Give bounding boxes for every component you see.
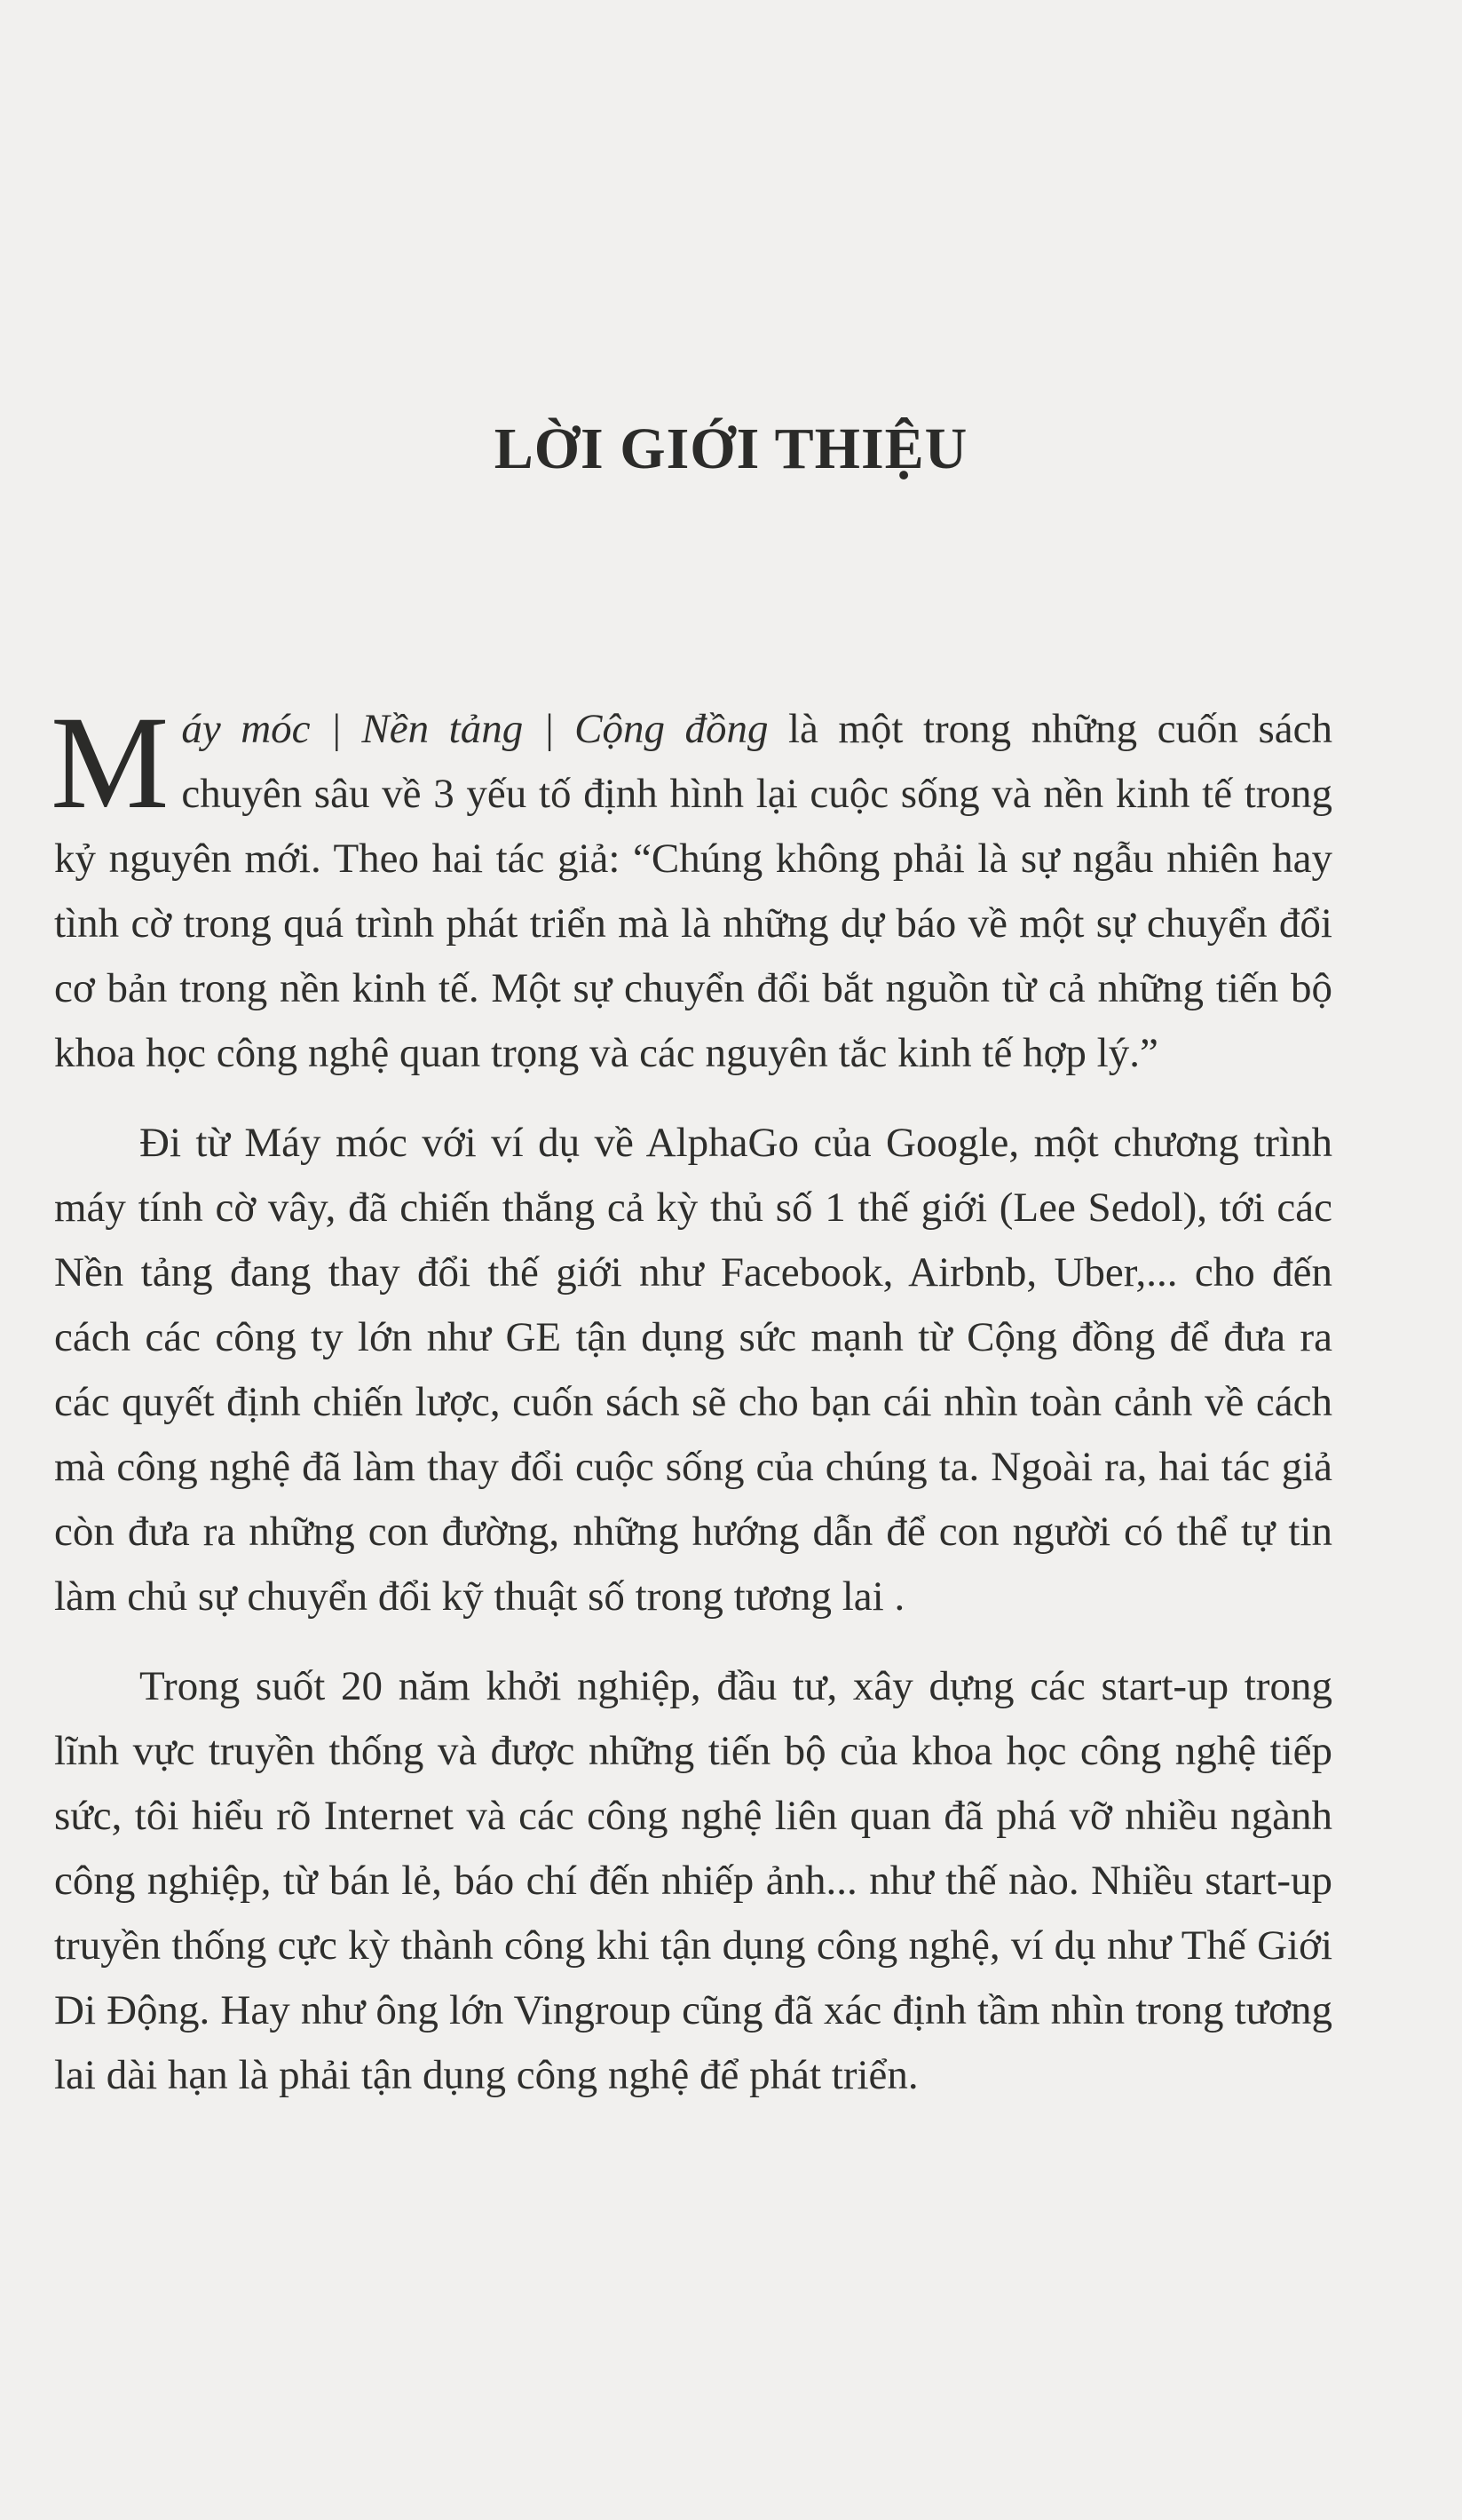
- drop-cap: M: [51, 689, 170, 836]
- paragraph-1: [51, 689, 1333, 1086]
- paragraph-1-text: là một trong những cuốn sách chuyên sâu về 3 yếu tố định hình lại cuộc sống và nền kinh tế trong kỷ nguyên mới. Theo hai tác giả: “Chúng không phải là sự ngẫu nhiên hay tình cờ trong quá trình phát triển mà là những dự báo về một sự chuyển đổi cơ bản trong nền kinh tế. Một sự chuyển đổi bắt nguồn từ cả những tiến bộ khoa học công nghệ quan trọng và các nguyên tắc kinh tế hợp lý.”: [54, 706, 1333, 1076]
- chapter-title: LỜI GIỚI THIỆU: [494, 416, 968, 481]
- book-title-italic: áy móc | Nền tảng | Cộng đồng: [181, 706, 769, 752]
- body-text: [51, 689, 1333, 2133]
- paragraph-3: Trong suốt 20 năm khởi nghiệp, đầu tư, xây dựng các start-up trong lĩnh vực truyền thống và được những tiến bộ của khoa học công nghệ tiếp sức, tôi hiểu rõ Internet và các công nghệ liên quan đã phá vỡ nhiều ngành công nghiệp, từ bán lẻ, báo chí đến nhiếp ảnh... như thế nào. Nhiều start-up truyền thống cực kỳ thành công khi tận dụng công nghệ, ví dụ như Thế Giới Di Động. Hay như ông lớn Vingroup cũng đã xác định tầm nhìn trong tương lai dài hạn là phải tận dụng công nghệ để phát triển.: [54, 1663, 1332, 2098]
- paragraph-2: Đi từ Máy móc với ví dụ về AlphaGo của Google, một chương trình máy tính cờ vây, đã chiến thắng cả kỳ thủ số 1 thế giới (Lee Sedol), tới các Nền tảng đang thay đổi thế giới như Facebook, Airbnb, Uber,... cho đến cách các công ty lớn như GE tận dụng sức mạnh từ Cộng đồng để đưa ra các quyết định chiến lược, cuốn sách sẽ cho bạn cái nhìn toàn cảnh về cách mà công nghệ đã làm thay đổi cuộc sống của chúng ta. Ngoài ra, hai tác giả còn đưa ra những con đường, những hướng dẫn để con người có thể tự tin làm chủ sự chuyển đổi kỹ thuật số trong tương lai .: [54, 1120, 1332, 1620]
